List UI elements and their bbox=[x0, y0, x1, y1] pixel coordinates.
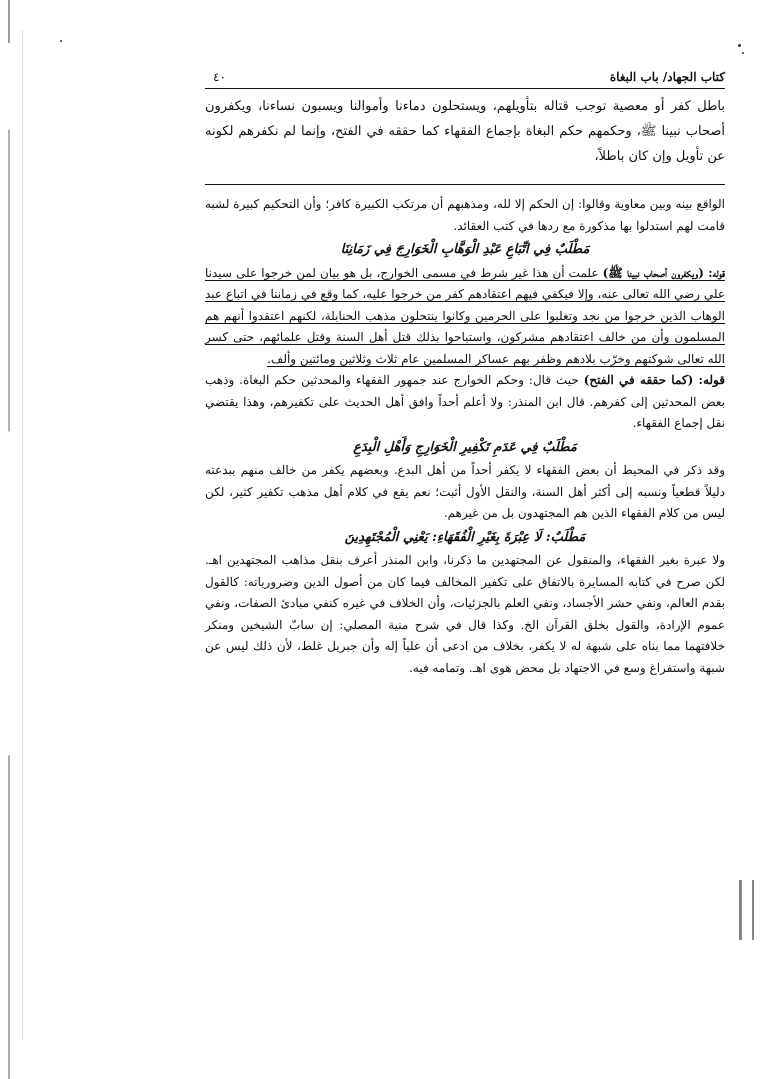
commentary-paragraph: الواقع بينه وبين معاوية وقالوا: إن الحكم إلا لله، ومذهبهم أن مرتكب الكبيرة كافر؛ وأن التحكيم كبيرة لشبه قامت لهم استدلوا بها مذكورة مع ردها في كتب العقائد. bbox=[205, 197, 725, 233]
quoted-lemma: قوله: (كما حققه في الفتح) bbox=[583, 373, 725, 387]
section-heading: مَطْلَبٌ: لَا عِبْرَةَ بِغَيْرِ الْفُقَهَاءِ: يَعْنِي الْمُجْتَهِدِينَ bbox=[344, 529, 586, 545]
main-text: باطل كفر أو معصية توجب قتاله بتأويلهم، ويستحلون دماءنا وأموالنا ويسبون نساءنا، ويكفرون أصحاب نبينا ﷺ، وحكمهم حكم البغاة بإجماع الفقهاء كما حققه في الفتح، وإنما لم نكفرهم لكونه عن تأويل وإن كان باطلاً، bbox=[205, 99, 725, 164]
commentary-paragraph: وقد ذكر في المحيط أن بعض الفقهاء لا يكفر أحداً من أهل البدع. وبعضهم يكفر من خالف منهم ببدعته دليلاً قطعياً ونسبه إلى أكثر أهل السنة، والنقل الأول أثبت؛ نعم يقع في كلام أهل مذهب تكفير كثير، لكن ليس من كلام الفقهاء الذين هم المجتهدون بل من غيرهم. bbox=[205, 463, 726, 520]
section-heading: مَطْلَبٌ فِي عَدَمِ تَكْفِيرِ الْخَوَارِجِ وَأَهْلِ الْبِدَعِ bbox=[353, 439, 577, 455]
scan-edge bbox=[739, 880, 754, 940]
commentary-paragraph bbox=[205, 263, 725, 371]
commentary bbox=[205, 194, 725, 679]
commentary-text: علمت أن هذا غير شرط في مسمى الخوارج، بل هو بيان لمن خرجوا على سيدنا علي رضي الله تعالى عنه، وإلا فيكفي فيهم اعتقادهم كفر من خرجوا عليه، كما وقع في زماننا في اتباع عبد الوهاب الذين خرجوا من نجد وتغلبوا على الحرمين وكانوا ينتحلون مذهب الحنابلة، لكنهم اعتقدوا أنهم هم المسلمون وأن من خالف اعتقادهم مشركون، واستباحوا بذلك قتل أهل السنة وقتل علمائهم، حتى كسر الله تعالى شوكتهم وخرّب بلادهم وظفر بهم عساكر المسلمين عام ثلاث وثلاثين ومائتين وألف. bbox=[205, 265, 725, 366]
scan-edge bbox=[8, 0, 10, 1079]
scan-speck bbox=[60, 40, 62, 42]
scan-speck bbox=[738, 44, 741, 47]
section-heading: مَطْلَبٌ فِي اتِّبَاعِ عَبْدِ الْوَهَّابِ الْخَوَارِجَ فِي زَمَانِنَا bbox=[340, 242, 590, 257]
quoted-lemma: قوله: (ويكفرون أصحاب نبينا ﷺ) bbox=[602, 265, 725, 280]
footnote-divider bbox=[205, 184, 725, 185]
page-number: ٤٠ bbox=[213, 70, 226, 84]
scan-edge bbox=[22, 30, 23, 1040]
scan-speck bbox=[742, 52, 744, 54]
running-head bbox=[205, 70, 725, 89]
commentary-paragraph bbox=[205, 370, 725, 435]
book-page bbox=[205, 60, 725, 720]
commentary-paragraph: ولا عبرة بغير الفقهاء، والمنقول عن المجتهدين ما ذكرنا، وابن المنذر أعرف بنقل مذاهب المجتهدين اهـ. لكن صرح في كتابه المسايرة بالاتفاق على تكفير المخالف فيما كان من أصول الدين وضرورياته: كالقول بقدم العالم، ونفي حشر الأجساد، ونفي العلم بالجزئيات، وأن الخلاف في غيره كنفي مبادئ الصفات، ونفي عموم الإرادة، والقول بخلق القرآن الخ. وكذا قال في شرح منية المصلي: إن سابّ الشيخين ومنكر خلافتهما مما بناه على شبهة له لا يكفر، بخلاف من ادعى أن علياً إله وأن جبريل غلط، لأن ذلك ليس عن شبهة واستفراغ وسع في الاجتهاد بل محض هوى اهـ. وتمامه فيه. bbox=[205, 553, 725, 675]
commentary-text: حيث قال: وحكم الخوارج عند جمهور الفقهاء والمحدثين حكم البغاة. وذهب بعض المحدثين إلى كفرهم. قال ابن المنذر: ولا أعلم أحداً وافق أهل الحديث على تكفيرهم، وهذا يقتضي نقل إجماع الفقهاء. bbox=[205, 373, 725, 430]
running-head-title: كتاب الجهاد/ باب البغاة bbox=[609, 70, 725, 84]
